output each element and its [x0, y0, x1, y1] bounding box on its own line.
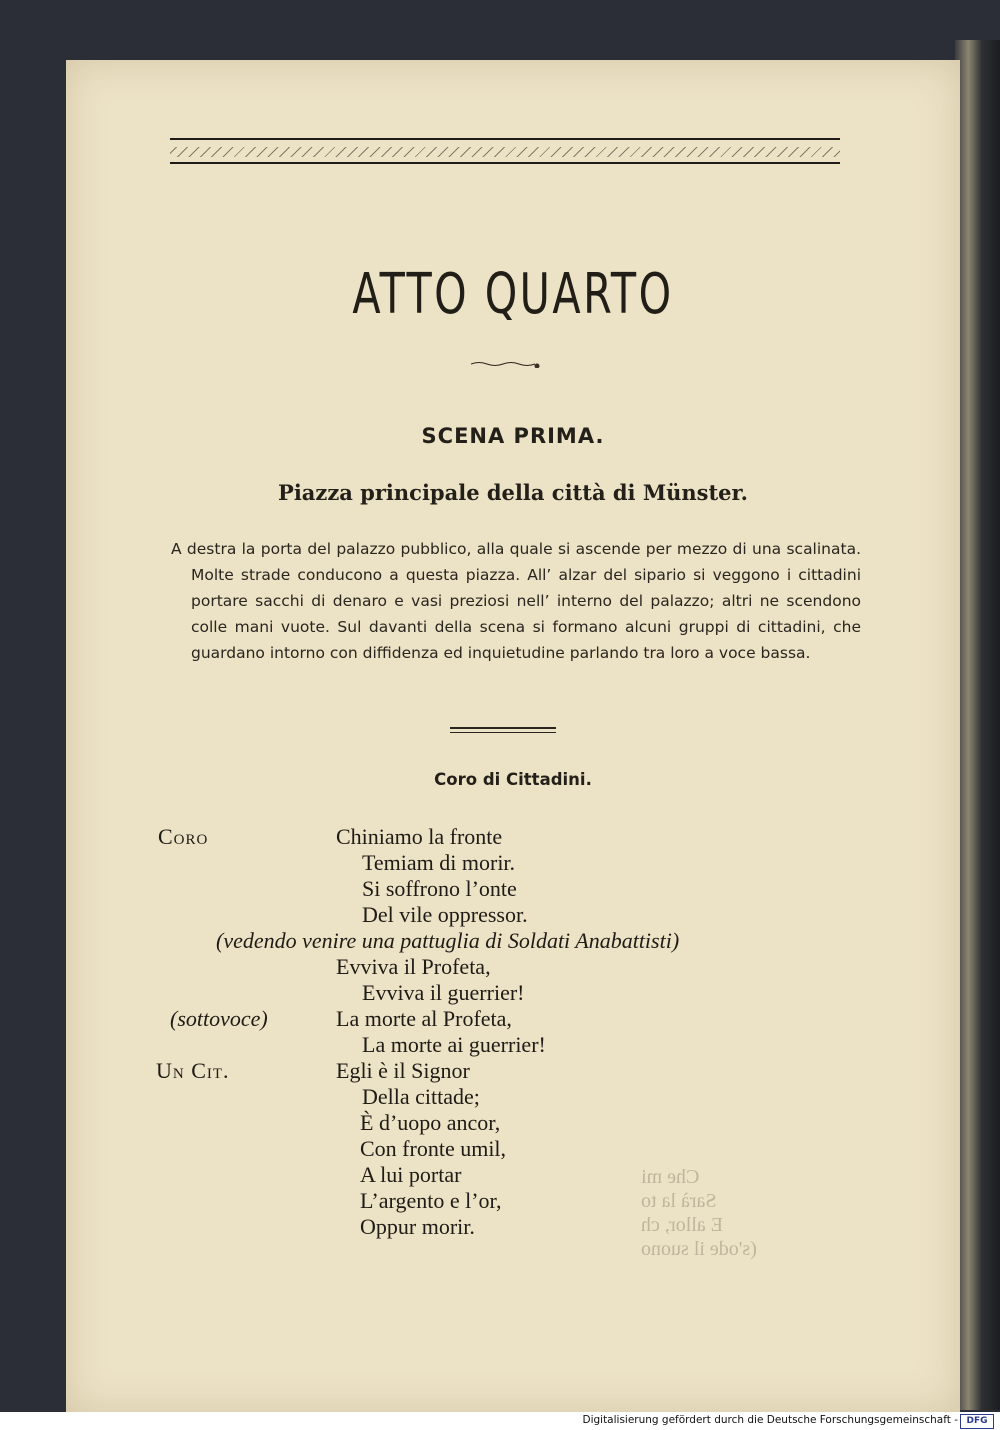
- chorus-heading: Coro di Cittadini.: [434, 770, 592, 789]
- libretto-line: Si soffrono l’onte: [362, 876, 517, 901]
- libretto-line: Evviva il guerrier!: [362, 980, 525, 1005]
- section-divider: [450, 727, 556, 733]
- stage-aside: (sottovoce): [170, 1006, 268, 1031]
- libretto-line: La morte al Profeta,: [336, 1006, 512, 1031]
- libretto-line: Egli è il Signor: [336, 1058, 470, 1083]
- libretto-line: Con fronte umil,: [360, 1136, 507, 1161]
- title-ornament: [471, 360, 541, 368]
- stage-aside: (vedendo venire una pattuglia di Soldati Anabattisti): [216, 928, 680, 953]
- digitization-footer: [0, 1412, 1000, 1430]
- show-through-text: Sarà la to: [641, 1190, 717, 1212]
- libretto-line: Chiniamo la fronte: [336, 824, 503, 849]
- speaker-citizen: Un Cit.: [156, 1058, 230, 1083]
- scene-title: SCENA PRIMA.: [421, 424, 605, 448]
- show-through-text: Che mi: [641, 1166, 700, 1188]
- dfg-logo: DFG: [960, 1414, 994, 1429]
- act-title: ATTO QUARTO: [352, 262, 674, 327]
- stage-direction: A destra la porta del palazzo pubblico, alla quale si ascende per mezzo di una scalinata. Molte strade conducono a questa piazza. All’ alzar del sipario si veggono i cittadini portare sacchi di denaro e vasi preziosi nell’ interno del palazzo; altri ne scendono colle mani vuote. Sul davanti della scena si formano alcuni gruppi di cittadini, che guardano intorno con diffidenza ed inquietudine parlando tra loro a voce bassa.: [171, 540, 861, 662]
- libretto-line: Evviva il Profeta,: [336, 954, 491, 979]
- book-spine: [955, 40, 1000, 1410]
- header-ornament-rule: [170, 138, 840, 168]
- libretto-line: Oppur morir.: [360, 1214, 475, 1239]
- footer-credit: Digitalisierung gefördert durch die Deutsche Forschungsgemeinschaft -: [582, 1414, 958, 1426]
- libretto-line: L’argento e l’or,: [360, 1188, 502, 1213]
- libretto-line: Del vile oppressor.: [362, 902, 528, 927]
- libretto-line: È d’uopo ancor,: [360, 1110, 501, 1135]
- libretto-line: A lui portar: [360, 1162, 462, 1187]
- libretto-line: La morte ai guerrier!: [362, 1032, 546, 1057]
- book-page: [66, 60, 960, 1413]
- scene-setting: Piazza principale della città di Münster.: [278, 480, 748, 505]
- show-through-text: (s'ode il suono: [641, 1238, 757, 1260]
- show-through-text: E allor, ch: [641, 1214, 723, 1236]
- libretto-line: Temiam di morir.: [362, 850, 516, 875]
- speaker-coro: Coro: [158, 824, 209, 849]
- libretto-line: Della cittade;: [362, 1084, 480, 1109]
